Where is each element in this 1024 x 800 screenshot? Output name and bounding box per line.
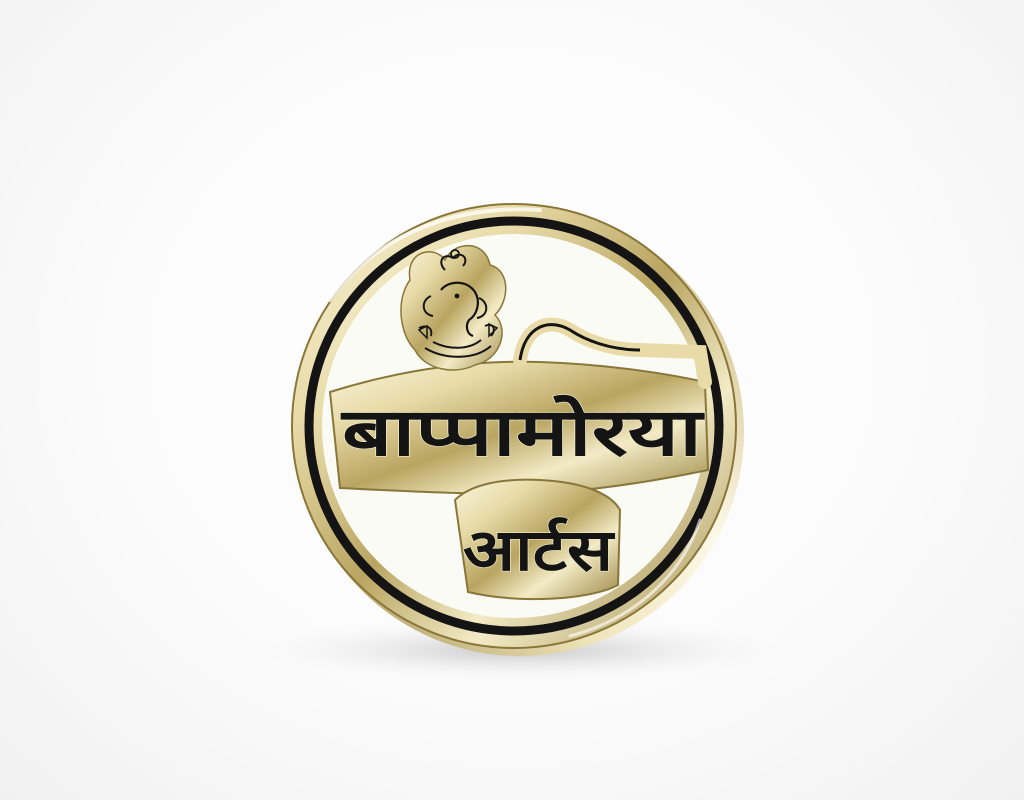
- logo-line1: बाप्पामोरया: [339, 394, 706, 471]
- logo-line2: आर्टस: [463, 516, 616, 584]
- ganesha-icon: [401, 246, 506, 370]
